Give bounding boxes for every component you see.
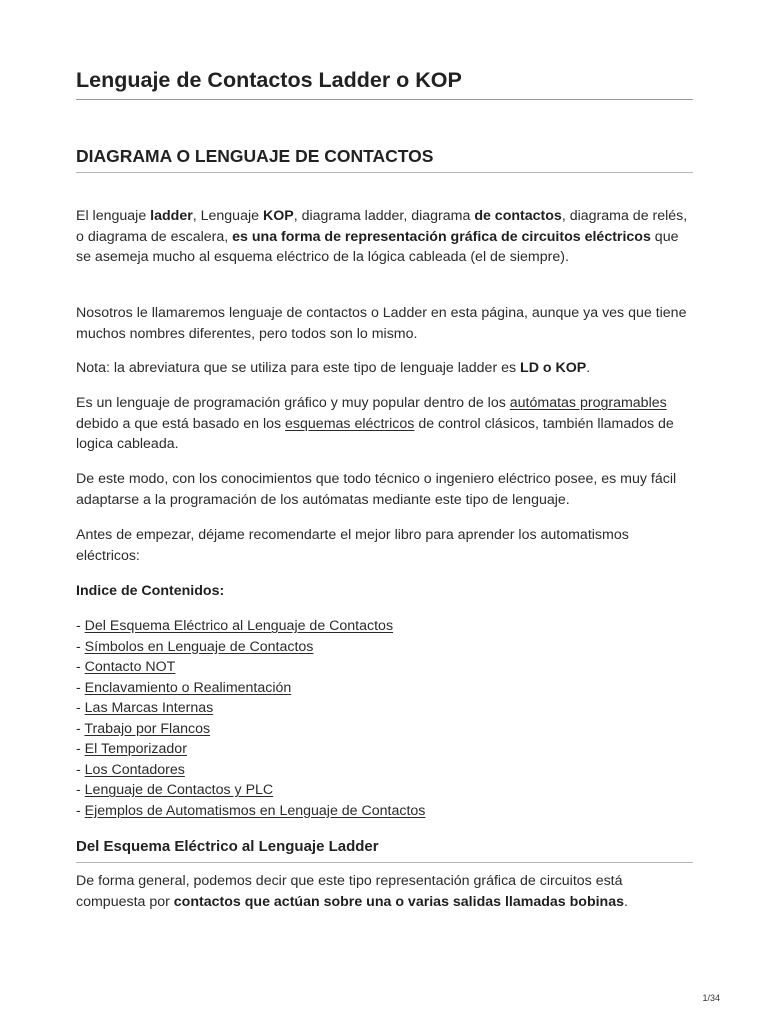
- automatas-programables-link[interactable]: autómatas programables: [509, 395, 667, 411]
- page-title: Lenguaje de Contactos Ladder o KOP: [76, 66, 693, 100]
- toc-link[interactable]: El Temporizador: [84, 741, 187, 757]
- toc-item: - Enclavamiento o Realimentación: [76, 679, 292, 696]
- toc-item: - Trabajo por Flancos: [76, 720, 211, 737]
- toc-title: Indice de Contenidos:: [76, 583, 225, 599]
- subsection-heading: Del Esquema Eléctrico al Lenguaje Ladder: [76, 837, 693, 863]
- esquemas-electricos-link[interactable]: esquemas eléctricos: [285, 415, 415, 432]
- toc-link[interactable]: Del Esquema Eléctrico al Lenguaje de Contactos: [84, 618, 394, 634]
- toc-link[interactable]: Símbolos en Lenguaje de Contactos: [84, 638, 314, 655]
- toc-item: - Los Contadores: [76, 761, 185, 778]
- toc-link[interactable]: Ejemplos de Automatismos en Lenguaje de Contactos: [84, 802, 426, 819]
- toc-item: - Contacto NOT: [76, 659, 176, 675]
- adaptation-paragraph: De este modo, con los conocimientos que todo técnico o ingeniero eléctrico posee, es muy fácil adaptarse a la programación de los autómatas mediante este tipo de lenguaje.: [76, 471, 677, 508]
- toc-link[interactable]: Los Contadores: [84, 761, 185, 778]
- table-of-contents: [76, 616, 425, 821]
- page-number: 1/34: [702, 993, 720, 1003]
- toc-item: - Ejemplos de Automatismos en Lenguaje de Contactos: [76, 802, 426, 819]
- names-paragraph: Nosotros le llamaremos lenguaje de contactos o Ladder en esta página, aunque ya ves que tiene muchos nombres diferentes, pero todos son lo mismo.: [76, 305, 687, 342]
- toc-item: - El Temporizador: [76, 741, 187, 757]
- graphic-language-paragraph: Es un lenguaje de programación gráfico y muy popular dentro de los autómatas programables debido a que está basado en los esquemas eléctricos de control clásicos, también llamados de logica cableada.: [76, 395, 674, 452]
- toc-item: - Del Esquema Eléctrico al Lenguaje de Contactos: [76, 618, 394, 634]
- toc-link[interactable]: Trabajo por Flancos: [84, 720, 211, 737]
- toc-item: - Las Marcas Internas: [76, 700, 214, 716]
- toc-link[interactable]: Las Marcas Internas: [84, 700, 214, 716]
- recommendation-paragraph: Antes de empezar, déjame recomendarte el mejor libro para aprender los automatismos eléctricos:: [76, 527, 629, 564]
- contacts-paragraph: De forma general, podemos decir que este tipo representación gráfica de circuitos está compuesta por contactos que actúan sobre una o varias salidas llamadas bobinas.: [76, 873, 628, 910]
- toc-item: - Símbolos en Lenguaje de Contactos: [76, 638, 314, 655]
- toc-link[interactable]: Contacto NOT: [84, 659, 176, 675]
- intro-paragraph: El lenguaje ladder, Lenguaje KOP, diagrama ladder, diagrama de contactos, diagrama de relés, o diagrama de escalera, es una forma de representación gráfica de circuitos eléctricos que se asemeja mucho al esquema eléctrico de la lógica cableada (el de siempre).: [76, 208, 688, 265]
- section-heading: DIAGRAMA O LENGUAJE DE CONTACTOS: [76, 145, 693, 173]
- toc-link[interactable]: Lenguaje de Contactos y PLC: [84, 782, 274, 798]
- note-paragraph: Nota: la abreviatura que se utiliza para este tipo de lenguaje ladder es LD o KOP.: [76, 360, 591, 376]
- toc-link[interactable]: Enclavamiento o Realimentación: [84, 679, 292, 696]
- toc-item: - Lenguaje de Contactos y PLC: [76, 782, 274, 798]
